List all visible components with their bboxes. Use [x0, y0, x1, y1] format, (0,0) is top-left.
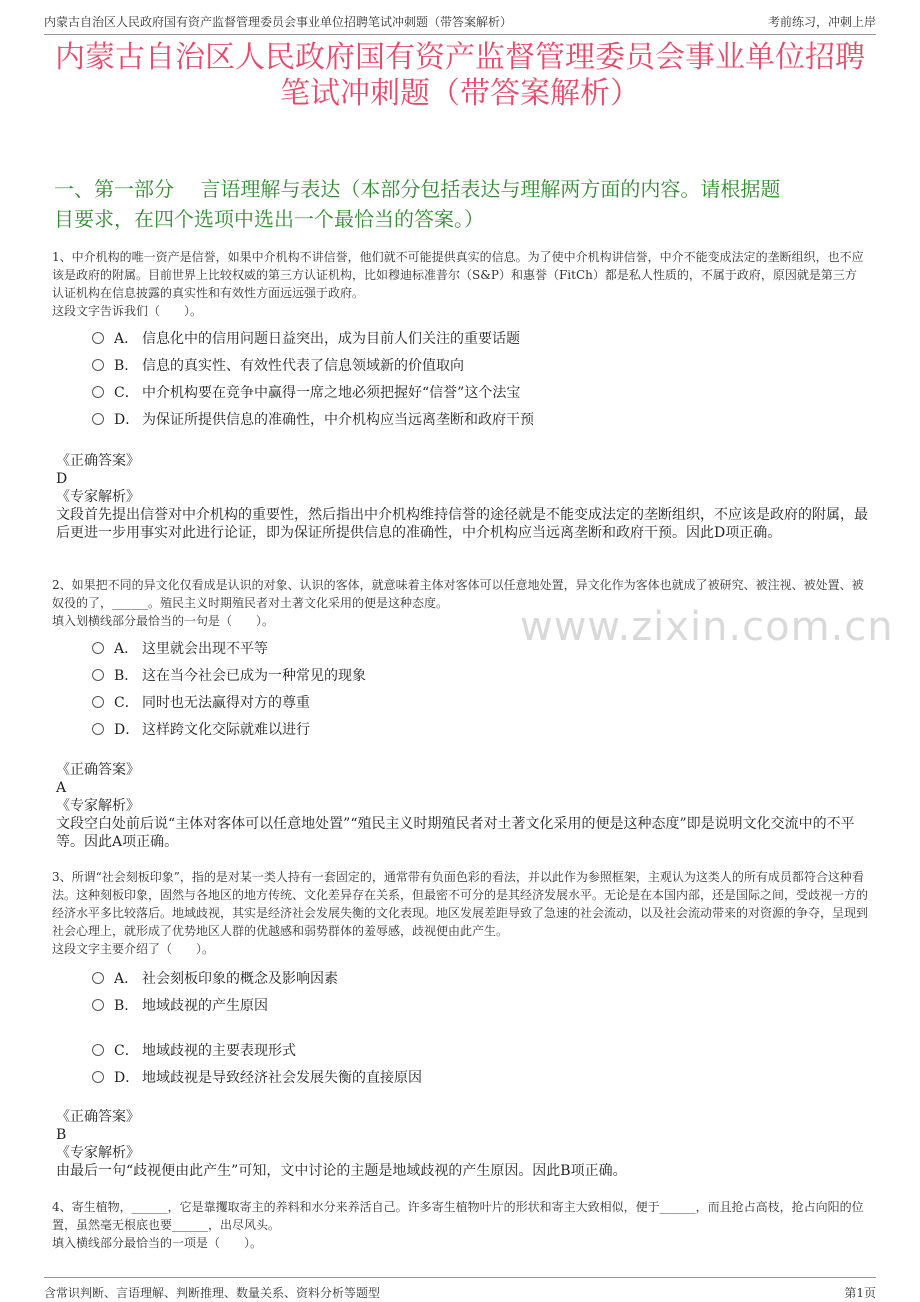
analysis-label: 《专家解析》	[56, 489, 140, 505]
radio-icon[interactable]	[92, 332, 104, 344]
correct-answer-value: A	[56, 780, 67, 796]
page-number: 第1页	[844, 1286, 876, 1300]
title-line-1: 内蒙古自治区人民政府国有资产监督管理委员会事业单位招聘	[55, 40, 865, 75]
radio-icon[interactable]	[92, 413, 104, 425]
question-ask: 这段文字主要介绍了（ ）。	[52, 942, 215, 956]
option-d[interactable]: D． 为保证所提供信息的准确性，中介机构应当远离垄断和政府干预	[92, 409, 534, 429]
option-a[interactable]: A． 信息化中的信用问题日益突出，成为目前人们关注的重要话题	[92, 328, 520, 348]
title-line-2: 笔试冲刺题（带答案解析）	[280, 76, 640, 111]
question-stem: 2、如果把不同的异文化仅看成是认识的对象、认识的客体，就意味着主体对客体可以任意地处置，异文化作为客体也就成了被研究、被注视、被处置、被奴役的了，______。殖民主义时期殖民者对土著文化采用的便是这种态度。	[52, 578, 864, 610]
question-2	[52, 576, 868, 630]
option-d[interactable]: D． 地域歧视是导致经济社会发展失衡的直接原因	[92, 1067, 422, 1087]
correct-answer-label: 《正确答案》	[56, 1109, 140, 1125]
analysis-text: 由最后一句“歧视便由此产生”可知，文中讨论的主题是地域歧视的产生原因。因此B项正确。	[56, 1163, 627, 1179]
radio-icon[interactable]	[92, 359, 104, 371]
watermark-text: www.zixin.com.cn	[520, 604, 894, 650]
question-ask: 填入横线部分最恰当的一项是（ ）。	[52, 1236, 263, 1250]
question-ask: 填入划横线部分最恰当的一句是（ ）。	[52, 614, 275, 628]
option-a[interactable]: A． 社会刻板印象的概念及影响因素	[92, 968, 338, 988]
option-b[interactable]: B． 这在当今社会已成为一种常见的现象	[92, 665, 366, 685]
option-c[interactable]: C． 地域歧视的主要表现形式	[92, 1040, 296, 1060]
correct-answer-label: 《正确答案》	[56, 453, 140, 469]
radio-icon[interactable]	[92, 696, 104, 708]
option-c[interactable]: C． 中介机构要在竞争中赢得一席之地必须把握好“信誉”这个法宝	[92, 382, 520, 402]
question-1	[52, 248, 868, 320]
section-line-2: 目要求，在四个选项中选出一个最恰当的答案。）	[54, 207, 484, 231]
analysis-label: 《专家解析》	[56, 798, 140, 814]
footer-note: 含常识判断、言语理解、判断推理、数量关系、资料分析等题型	[44, 1286, 381, 1300]
page-header	[44, 0, 876, 35]
radio-icon[interactable]	[92, 642, 104, 654]
correct-answer-label: 《正确答案》	[56, 762, 140, 778]
section-line-1: 一、第一部分 言语理解与表达（本部分包括表达与理解两方面的内容。请根据题	[54, 177, 781, 201]
header-doc-title: 内蒙古自治区人民政府国有资产监督管理委员会事业单位招聘笔试冲刺题（带答案解析）	[44, 15, 513, 29]
question-3	[52, 868, 868, 958]
analysis-label: 《专家解析》	[56, 1145, 140, 1161]
option-d[interactable]: D． 这样跨文化交际就难以进行	[92, 719, 310, 739]
radio-icon[interactable]	[92, 1071, 104, 1083]
radio-icon[interactable]	[92, 972, 104, 984]
answer-block-2	[56, 761, 868, 851]
option-b[interactable]: B． 信息的真实性、有效性代表了信息领域新的价值取向	[92, 355, 464, 375]
correct-answer-value: B	[56, 1127, 67, 1143]
answer-block-1	[56, 452, 868, 542]
analysis-text: 文段空白处前后说“主体对客体可以任意地处置”“殖民主义时期殖民者对土著文化采用的便是这种态度”即是说明文化交流中的不平等。因此A项正确。	[56, 816, 855, 850]
question-stem: 1、中介机构的唯一资产是信誉，如果中介机构不讲信誉，他们就不可能提供真实的信息。为了使中介机构讲信誉，中介不能变成法定的垄断组织，也不应该是政府的附属。目前世界上比较权威的第三方认证机构，比如穆迪标准普尔（S&P）和惠誉（FitCh）都是私人性质的，不属于政府，原因就是第三方认证机构在信息披露的真实性和有效性方面远远强于政府。	[52, 250, 864, 300]
header-slogan: 考前练习，冲刺上岸	[767, 15, 876, 29]
analysis-text: 文段首先提出信誉对中介机构的重要性，然后指出中介机构维持信誉的途径就是不能变成法定的垄断组织，不应该是政府的附属，最后更进一步用事实对此进行论证，即为保证所提供信息的准确性，中介机构应当远离垄断和政府干预。因此D项正确。	[56, 507, 868, 541]
radio-icon[interactable]	[92, 386, 104, 398]
radio-icon[interactable]	[92, 723, 104, 735]
option-b[interactable]: B． 地域歧视的产生原因	[92, 995, 268, 1015]
option-a[interactable]: A． 这里就会出现不平等	[92, 638, 268, 658]
correct-answer-value: D	[56, 471, 68, 487]
question-stem: 4、寄生植物，______，它是靠攫取寄主的养料和水分来养活自己。许多寄生植物叶片的形状和寄主大致相似，便于______，而且抢占高枝，抢占向阳的位置，虽然毫无根底也要______，出尽风头。	[52, 1200, 864, 1232]
option-c[interactable]: C． 同时也无法赢得对方的尊重	[92, 692, 310, 712]
radio-icon[interactable]	[92, 669, 104, 681]
question-4	[52, 1198, 868, 1252]
answer-block-3	[56, 1108, 868, 1180]
question-ask: 这段文字告诉我们（ ）。	[52, 304, 203, 318]
page-footer	[44, 1277, 876, 1302]
section-heading	[54, 174, 876, 234]
question-stem: 3、所谓“社会刻板印象”，指的是对某一类人持有一套固定的，通常带有负面色彩的看法，并以此作为参照框架，主观认为这类人的所有成员都符合这种看法。这种刻板印象，固然与各地区的地方传统、文化差异存在关系，但最密不可分的是其经济发展水平。无论是在本国内部，还是国际之间，受歧视一方的经济水平多比较落后。地域歧视，其实是经济社会发展失衡的文化表现。地区发展差距导致了急速的社会流动，以及社会流动带来的对资源的争夺，呈现到社会心理上，就形成了优势地区人群的优越感和弱势群体的羞辱感，歧视便由此产生。	[52, 870, 869, 938]
radio-icon[interactable]	[92, 1044, 104, 1056]
document-title	[30, 40, 890, 112]
radio-icon[interactable]	[92, 999, 104, 1011]
